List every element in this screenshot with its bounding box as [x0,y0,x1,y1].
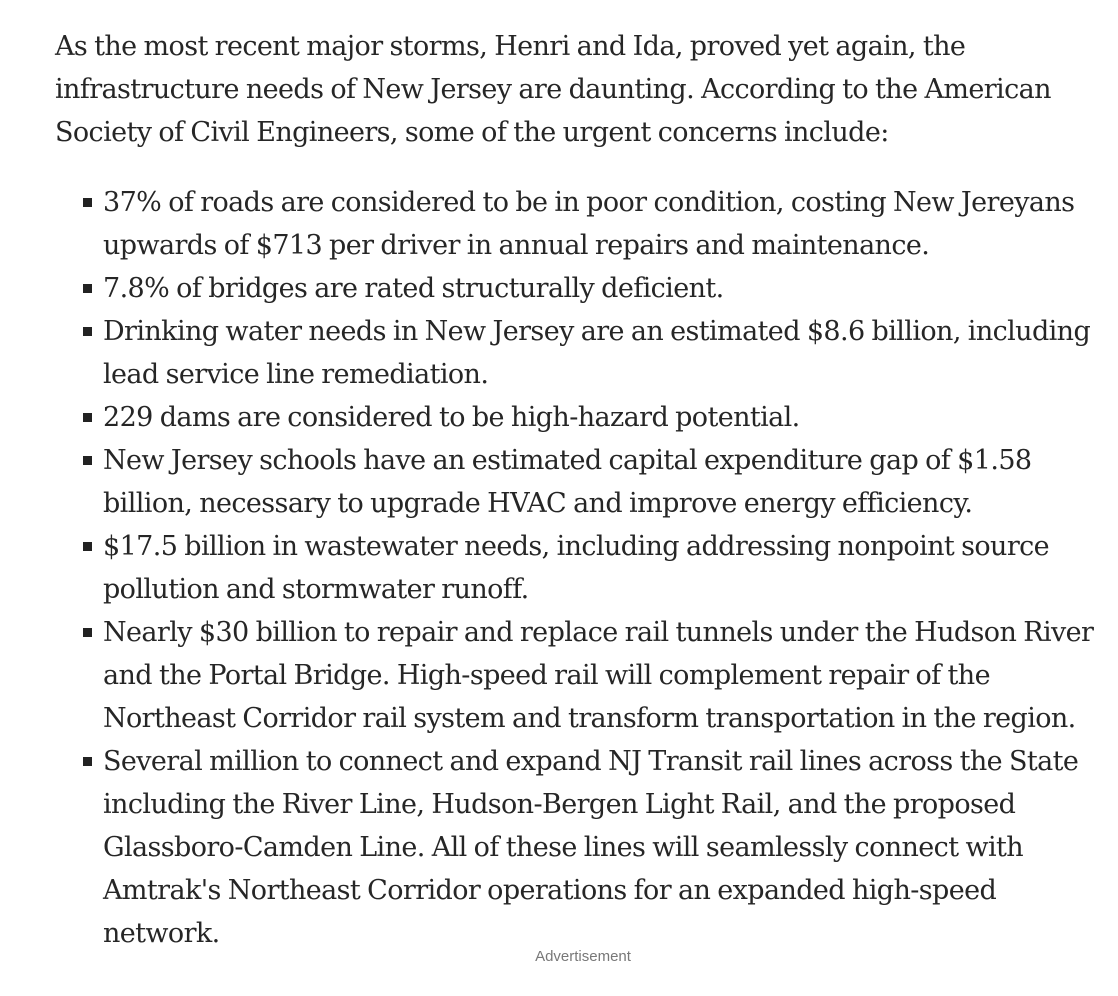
square-bullet-icon [83,198,92,207]
list-item [55,181,1110,267]
list-item-text: 7.8% of bridges are rated structurally deficient. [103,273,724,304]
square-bullet-icon [83,327,92,336]
square-bullet-icon [83,542,92,551]
square-bullet-icon [83,284,92,293]
list-item [55,439,1110,525]
list-item [55,740,1110,955]
list-item [55,310,1110,396]
square-bullet-icon [83,628,92,637]
list-item [55,396,1110,439]
list-item-text: 37% of roads are considered to be in poor condition, costing New Jereyans upwards of $713 per driver in annual repairs and maintenance. [103,187,1075,261]
square-bullet-icon [83,456,92,465]
list-item [55,267,1110,310]
square-bullet-icon [83,757,92,766]
list-item [55,611,1110,740]
list-item-text: New Jersey schools have an estimated capital expenditure gap of $1.58 billion, necessary to upgrade HVAC and improve energy efficiency. [103,445,1032,519]
list-item-text: 229 dams are considered to be high-hazard potential. [103,402,800,433]
advertisement-label: Advertisement [535,948,631,965]
concerns-list [55,181,1110,955]
list-item-text: Nearly $30 billion to repair and replace rail tunnels under the Hudson River and the Portal Bridge. High-speed rail will complement repair of the Northeast Corridor rail system and transform transportation in the region. [103,617,1094,734]
square-bullet-icon [83,413,92,422]
list-item-text: Drinking water needs in New Jersey are an estimated $8.6 billion, including lead service line remediation. [103,316,1091,390]
list-item-text: $17.5 billion in wastewater needs, including addressing nonpoint source pollution and stormwater runoff. [103,531,1050,605]
list-item [55,525,1110,611]
list-item-text: Several million to connect and expand NJ Transit rail lines across the State including the River Line, Hudson-Bergen Light Rail, and the proposed Glassboro-Camden Line. All of these lines will seamlessly connect with Amtrak's Northeast Corridor operations for an expanded high-speed network. [103,746,1079,949]
intro-paragraph: As the most recent major storms, Henri and Ida, proved yet again, the infrastructure needs of New Jersey are daunting. According to the American Society of Civil Engineers, some of the urgent concerns include: [55,31,1051,148]
article-body [55,25,1110,955]
